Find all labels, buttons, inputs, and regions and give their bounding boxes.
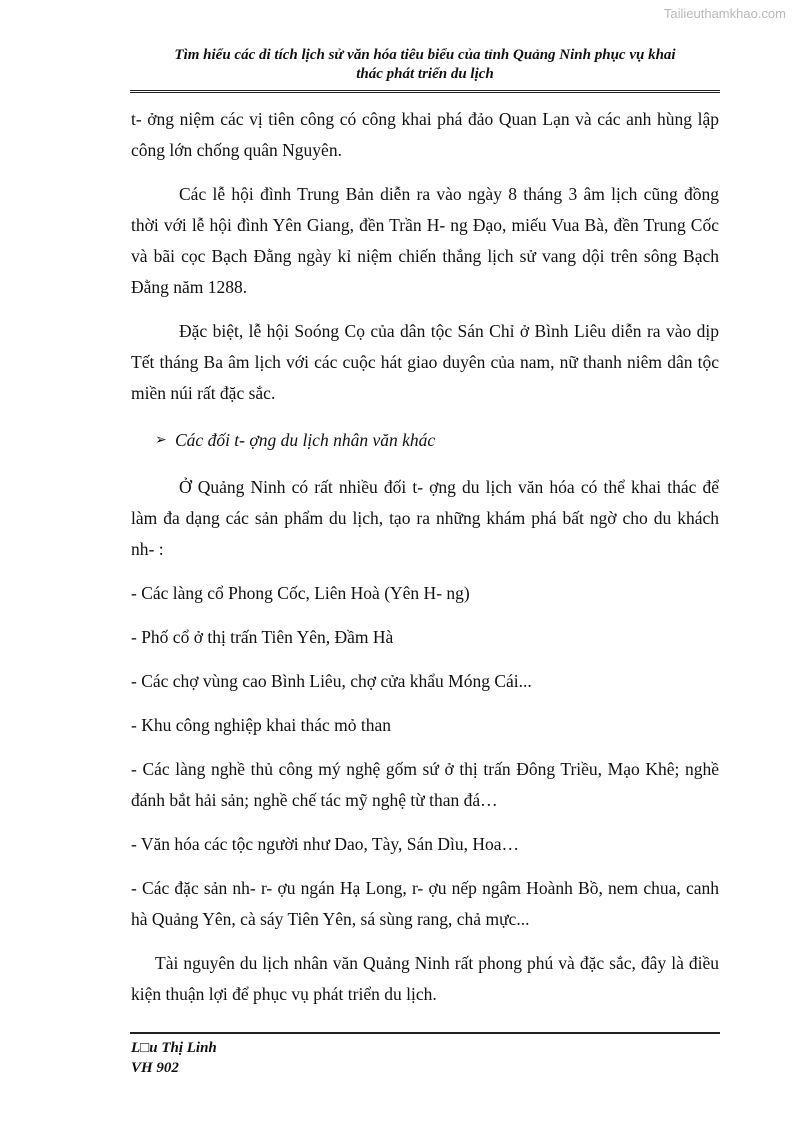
- section-heading-text: Các đối t- ợng du lịch nhân văn khác: [175, 430, 436, 450]
- page-footer: [131, 1038, 217, 1078]
- footer-divider: [130, 1032, 720, 1034]
- list-item-5: - Các làng nghề thủ công mý nghệ gốm sứ ở thị trấn Đông Triều, Mạo Khê; nghề đánh bắt hải sản; nghề chế tác mỹ nghệ từ than đá…: [131, 759, 719, 810]
- footer-class-code: VH 902: [131, 1060, 179, 1076]
- watermark-text: Tailieuthamkhao.com: [663, 6, 786, 21]
- list-item-7: - Các đặc sản nh- r- ợu ngán Hạ Long, r- ợu nếp ngâm Hoành Bồ, nem chua, canh hà Quảng Yên, cà sáy Tiên Yên, sá sùng rang, chả mực...: [131, 878, 719, 929]
- list-item-3: - Các chợ vùng cao Bình Liêu, chợ cửa khẩu Móng Cái...: [131, 671, 532, 691]
- header-title-line-2: thác phát triển du lịch: [356, 66, 494, 82]
- list-item-4: - Khu công nghiệp khai thác mỏ than: [131, 715, 392, 735]
- paragraph-4: Ở Quảng Ninh có rất nhiều đối t- ợng du lịch văn hóa có thể khai thác để làm đa dạng các sản phẩm du lịch, tạo ra những khám phá bất ngờ cho du khách nh- :: [131, 477, 719, 559]
- paragraph-2: Các lễ hội đình Trung Bản diễn ra vào ngày 8 tháng 3 âm lịch cũng đồng thời với lễ hội đình Yên Giang, đền Trần H- ng Đạo, miếu Vua Bà, đền Trung Cốc và bãi cọc Bạch Đằng ngày kỉ niệm chiến thắng lịch sử vang dội trên sông Bạch Đằng năm 1288.: [131, 184, 719, 297]
- header-title-line-1: Tìm hiểu các di tích lịch sử văn hóa tiêu biểu của tỉnh Quảng Ninh phục vụ khai: [174, 47, 676, 63]
- header-divider: [130, 90, 720, 93]
- list-item-2: - Phố cổ ở thị trấn Tiên Yên, Đầm Hà: [131, 627, 394, 647]
- paragraph-1: t- ởng niệm các vị tiên công có công khai phá đảo Quan Lạn và các anh hùng lập công lớn chống quân Nguyên.: [131, 109, 719, 160]
- document-body: [131, 104, 719, 1010]
- list-item-6: - Văn hóa các tộc người như Dao, Tày, Sán Dìu, Hoa…: [131, 834, 520, 854]
- footer-author: L□u Thị Linh: [131, 1040, 217, 1056]
- page-header: [130, 46, 720, 84]
- section-heading: [155, 425, 719, 456]
- arrow-bullet-icon: ➢: [155, 433, 167, 448]
- list-item-1: - Các làng cổ Phong Cốc, Liên Hoà (Yên H- ng): [131, 583, 470, 603]
- paragraph-3: Đặc biệt, lễ hội Soóng Cọ của dân tộc Sán Chỉ ở Bình Liêu diễn ra vào dịp Tết tháng Ba âm lịch với các cuộc hát giao duyên của nam, nữ thanh niêm dân tộc miền núi rất đặc sắc.: [131, 321, 719, 403]
- paragraph-5: Tài nguyên du lịch nhân văn Quảng Ninh rất phong phú và đặc sắc, đây là điều kiện thuận lợi để phục vụ phát triển du lịch.: [131, 953, 719, 1004]
